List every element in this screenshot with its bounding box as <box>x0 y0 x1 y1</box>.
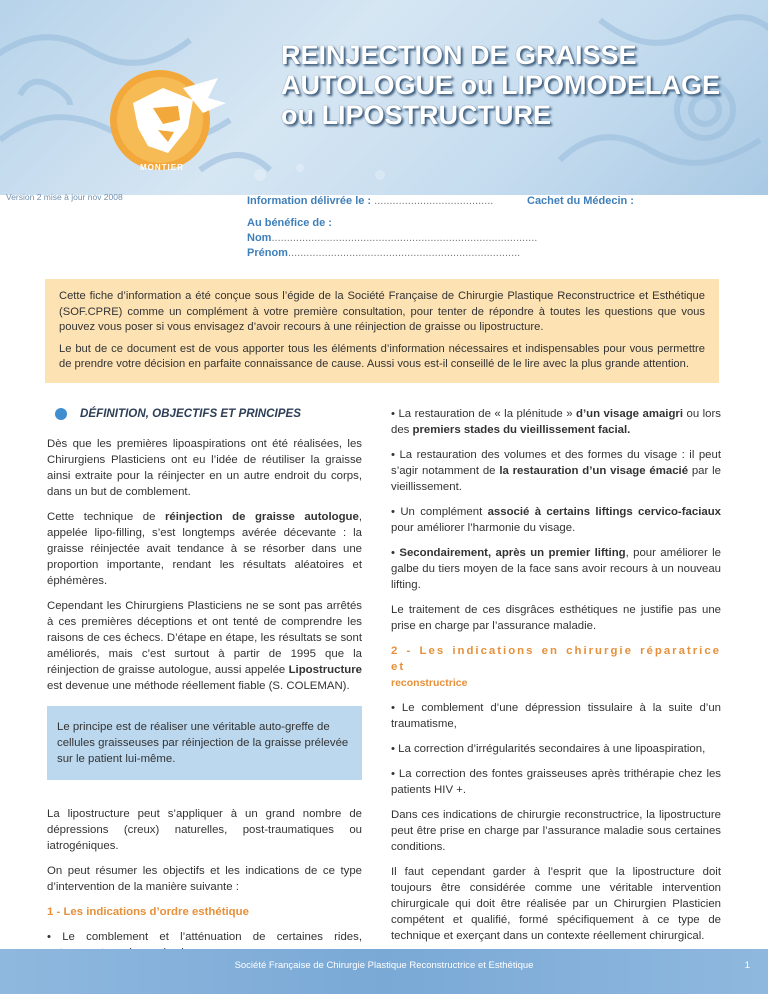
list-item: • La correction des fontes graisseuses après trithérapie chez les patients HIV +. <box>391 768 721 796</box>
info-label: Information délivrée le : <box>247 195 372 207</box>
paragraph: La lipostructure peut s’appliquer à un grand nombre de dépressions (creux) naturelles, post-traumatiques ou iatrogéniques. <box>47 808 362 852</box>
intro-paragraph-1: Cette fiche d’information a été conçue sous l’égide de la Société Française de Chirurgie Plastique Reconstructrice et Esthétique (SOF.CPRE) comme un complément à votre première consultation, pour tenter de répondre à toutes les questions que vous pouvez vous poser si vous envisagez d’avoir recours à une réinjection de graisse ou lipostructure. <box>59 290 705 333</box>
paragraph: Cette technique de réinjection de graisse autologue, appelée lipo-filling, s’est longtemps avérée décevante : la graisse réinjectée avait tendance à se résorber dans une proportion importante, rendant les résultats aléatoires et éphémères. <box>47 511 363 587</box>
info-dots: ....................................... <box>374 195 494 207</box>
nom-label: Nom <box>247 232 272 244</box>
intro-box <box>45 279 719 383</box>
logo-text: MONTIER <box>140 163 184 172</box>
paragraph: On peut résumer les objectifs et les indications de ce type d’intervention de la manière suivante : <box>47 865 362 893</box>
section-title-text: DÉFINITION, OBJECTIFS ET PRINCIPES <box>80 407 301 420</box>
info-delivered <box>247 195 493 207</box>
paragraph: Dès que les premières lipoaspirations ont été réalisées, les Chirurgiens Plasticiens ont eu l’idée de réutiliser la graisse ainsi extraite pour la réinjecter en un autre endroit du corps, dans un but de comblement. <box>47 438 362 498</box>
principle-highlight: Le principe est de réaliser une véritable auto-greffe de cellules graisseuses par réinjection de la graisse prélevée sur le patient lui-même. <box>47 706 362 780</box>
list-item: • Le comblement et l’atténuation de certaines rides, <box>47 931 362 943</box>
right-column <box>391 406 721 953</box>
title-line-1: REINJECTION DE GRAISSE <box>281 40 637 70</box>
list-item: • Le comblement d’une dépression tissulaire à la suite d’un traumatisme, <box>391 702 721 730</box>
header-banner <box>0 0 768 195</box>
version-note: Version 2 mise à jour nov 2008 <box>6 192 123 202</box>
logo-emblem <box>108 58 228 178</box>
list-item: • La restauration des volumes et des formes du visage : il peut s’agir notamment de la restauration d’un visage émacié par le vieillissement. <box>391 449 721 493</box>
cachet-label: Cachet du Médecin : <box>527 195 634 207</box>
list-item: • Secondairement, après un premier lifting, pour améliorer le galbe du tiers moyen de la face sans avoir recours à un nouveau lifting. <box>391 547 721 591</box>
nom-dots: ....................................................................................... <box>271 232 538 244</box>
list-item: • La restauration de « la plénitude » d’un visage amaigri ou lors des premiers stades du vieillissement facial. <box>391 408 721 436</box>
paragraph: Le traitement de ces disgrâces esthétiques ne justifie pas une prise en charge par l’assurance maladie. <box>391 604 721 632</box>
prenom-dots: ............................................................................ <box>287 247 521 259</box>
title-line-2: AUTOLOGUE ou LIPOMODELAGE <box>281 70 721 100</box>
nom-field <box>247 232 537 244</box>
subheading-esthetic: 1 - Les indications d’ordre esthétique <box>47 906 249 918</box>
bullet-icon <box>55 408 67 420</box>
left-column <box>47 406 362 970</box>
footer-bar <box>0 949 768 994</box>
page-title <box>281 40 720 130</box>
benefice-label: Au bénéfice de : <box>247 217 332 229</box>
prenom-label: Prénom <box>247 247 288 259</box>
paragraph: Cependant les Chirurgiens Plasticiens ne se sont pas arrêtés à ces premières déceptions et ont tenté de comprendre les raisons de ces échecs. D’étape en étape, les résultats se sont améliorés, mais c’est surtout à partir de 1995 que la réinjection de graisse autologue, aussi appelée Lipostructure est devenue une méthode réellement fiable (S. COLEMAN). <box>47 600 362 692</box>
footer-text: Société Française de Chirurgie Plastique Reconstructrice et Esthétique <box>234 960 534 971</box>
list-item: • La correction d’irrégularités secondaires à une lipoaspiration, <box>391 743 706 755</box>
prenom-field <box>247 247 520 259</box>
section-title <box>47 406 362 422</box>
subheading-reconstructive: 2 - Les indications en chirurgie réparatrice et reconstructrice <box>391 645 721 689</box>
paragraph: Il faut cependant garder à l’esprit que la lipostructure doit toujours être considérée comme une véritable intervention chirurgicale qui doit être réalisée par un Chirurgien Plasticien compétent et qualifié, formé spécifiquement à ce type de technique et exerçant dans un contexte réellement chirurgical. <box>391 866 721 942</box>
title-line-3: ou LIPOSTRUCTURE <box>281 100 551 130</box>
paragraph: Dans ces indications de chirurgie reconstructrice, la lipostructure peut être prise en charge par l’assurance maladie sous certaines conditions. <box>391 809 721 853</box>
list-item: • Un complément associé à certains liftings cervico-faciaux pour améliorer l’harmonie du visage. <box>391 506 721 534</box>
intro-paragraph-2: Le but de ce document est de vous apporter tous les éléments d’information nécessaires et indispensables pour vous permettre de prendre votre décision en parfaite connaissance de cause. Aussi vous est-il conseillé de le lire avec la plus grande attention. <box>59 342 705 370</box>
page-number: 1 <box>744 960 750 971</box>
